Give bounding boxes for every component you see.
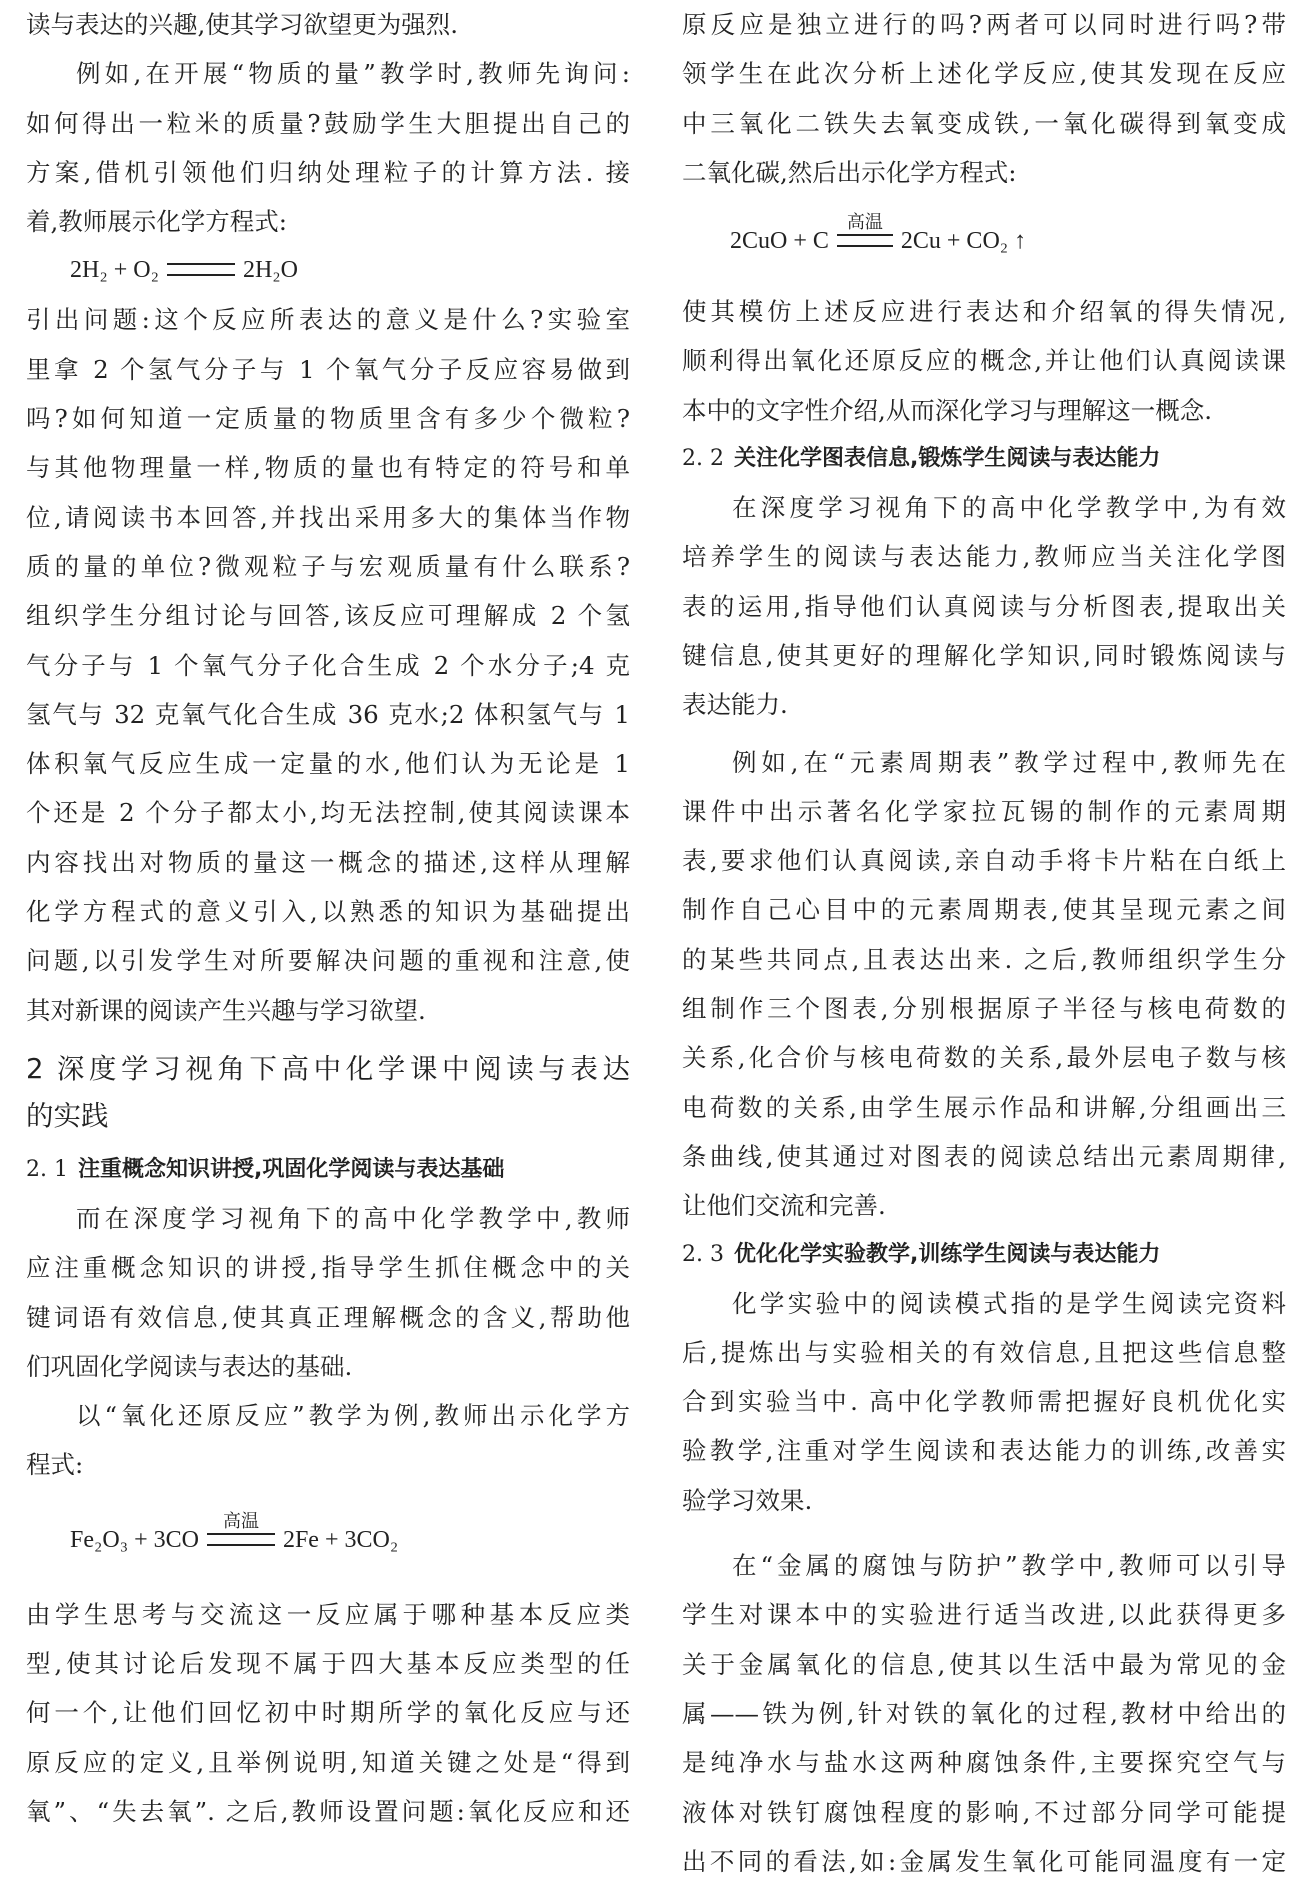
text-line: 们巩固化学阅读与表达的基础.: [26, 1351, 353, 1381]
text-line: 在深度学习视角下的高中化学教学中,为有效: [732, 493, 1286, 523]
paragraph: [682, 738, 1286, 1231]
text-line: 关于金属氧化的信息,使其以生活中最为常见的金: [682, 1649, 1286, 1679]
equation-equals-sign: [167, 263, 235, 276]
text-line: 吗?如何知道一定质量的物质里含有多少个微粒?: [26, 404, 630, 434]
text-line: 在“金属的腐蚀与防护”教学中,教师可以引导: [732, 1551, 1286, 1581]
equation-equals-sign: [207, 1510, 275, 1546]
text-line: 例如,在开展“物质的量”教学时,教师先询问:: [76, 59, 630, 89]
text-line: 原反应是独立进行的吗?两者可以同时进行吗?带: [682, 10, 1286, 39]
text-line: 化学方程式的意义引入,以熟悉的知识为基础提出: [26, 897, 630, 927]
text-line: 制作自己心目中的元素周期表,使其呈现元素之间: [682, 895, 1286, 925]
text-line: 例如,在“元素周期表”教学过程中,教师先在: [732, 747, 1286, 777]
text-line: 合到实验当中. 高中化学教师需把握好良机优化实: [682, 1387, 1286, 1417]
right-column: [682, 0, 1286, 1886]
text-line: 以“氧化还原反应”教学为例,教师出示化学方: [76, 1401, 630, 1431]
text-line: 培养学生的阅读与表达能力,教师应当关注化学图: [682, 542, 1286, 572]
left-column: [26, 0, 630, 1836]
paragraph: [26, 49, 630, 246]
text-line: 出不同的看法,如:金属发生氧化可能同温度有一定: [682, 1846, 1286, 1876]
text-line: 二氧化碳,然后出示化学方程式:: [682, 157, 1017, 187]
subsection-number: 2. 3: [682, 1241, 724, 1267]
text-line: 氢气与 32 克氧气化合生成 36 克水;2 体积氢气与 1: [26, 699, 630, 729]
text-line: 内容找出对物质的量这一概念的描述,这样从理解: [26, 847, 630, 877]
text-line: 体积氧气反应生成一定量的水,他们认为无论是 1: [26, 749, 630, 779]
chemical-equation: [26, 1490, 630, 1590]
text-line: 液体对铁钉腐蚀程度的影响,不过部分同学可能提: [682, 1797, 1286, 1827]
chemical-equation: [682, 197, 1286, 287]
equation-lhs: 2CuO + C: [730, 228, 829, 255]
paragraph: [682, 0, 1286, 197]
text-line: 表,要求他们认真阅读,亲自动手将卡片粘在白纸上: [682, 846, 1286, 876]
text-line: 后,提炼出与实验相关的有效信息,且把这些信息整: [682, 1337, 1286, 1367]
subsection-title: 优化化学实验教学,训练学生阅读与表达能力: [733, 1241, 1161, 1267]
text-line: 引出问题:这个反应所表达的意义是什么?实验室: [26, 305, 630, 335]
equation-rhs: 2H₂O: [242, 257, 298, 284]
paragraph: [682, 1279, 1286, 1525]
text-line: 如何得出一粒米的质量?鼓励学生大胆提出自己的: [26, 108, 630, 138]
paragraph: [682, 483, 1286, 729]
text-line: 化学实验中的阅读模式指的是学生阅读完资料: [732, 1288, 1286, 1318]
text-line: 课件中出示著名化学家拉瓦锡的制作的元素周期: [682, 796, 1286, 826]
text-line: 电荷数的关系,由学生展示作品和讲解,分组画出三: [682, 1092, 1286, 1122]
text-line: 键信息,使其更好的理解化学知识,同时锻炼阅读与: [682, 640, 1286, 670]
section-heading-line: 的实践: [26, 1099, 109, 1132]
text-line: 气分子与 1 个氧气分子化合生成 2 个水分子;4 克: [26, 650, 630, 680]
text-line: 让他们交流和完善.: [682, 1191, 886, 1221]
text-line: 氧”、“失去氧”. 之后,教师设置问题:氧化反应和还: [26, 1796, 630, 1826]
text-line: 何一个,让他们回忆初中时期所学的氧化反应与还: [26, 1698, 630, 1728]
equation-rhs: 2Cu + CO₂ ↑: [900, 228, 1027, 255]
paragraph: [26, 1194, 630, 1391]
text-line: 表的运用,指导他们认真阅读与分析图表,提取出关: [682, 591, 1286, 621]
text-line: 组织学生分组讨论与回答,该反应可理解成 2 个氢: [26, 601, 630, 631]
text-line: 验教学,注重对学生阅读和表达能力的训练,改善实: [682, 1436, 1286, 1466]
equation-condition: 高温: [846, 212, 883, 234]
text-line: 验学习效果.: [682, 1485, 813, 1515]
text-line: 学生对课本中的实验进行适当改进,以此获得更多: [682, 1600, 1286, 1630]
text-line: 其对新课的阅读产生兴趣与学习欲望.: [26, 995, 426, 1025]
text-line: 方案,借机引领他们归纳处理粒子的计算方法. 接: [26, 157, 630, 187]
text-line: 是纯净水与盐水这两种腐蚀条件,主要探究空气与: [682, 1748, 1286, 1778]
subsection-title: 注重概念知识讲授,巩固化学阅读与表达基础: [77, 1156, 505, 1182]
subsection-number: 2. 2: [682, 446, 724, 472]
text-line: 程式:: [26, 1450, 84, 1480]
section-heading-line: 2 深度学习视角下高中化学课中阅读与表达: [26, 1052, 630, 1085]
subsection-heading: [682, 435, 1286, 483]
paragraph: [26, 1590, 630, 1836]
paragraph: [26, 0, 630, 49]
text-line: 由学生思考与交流这一反应属于哪种基本反应类: [26, 1599, 630, 1629]
text-line: 问题,以引发学生对所要解决问题的重视和注意,使: [26, 946, 630, 976]
text-line: 与其他物理量一样,物质的量也有特定的符号和单: [26, 453, 630, 483]
chemical-equation: [26, 246, 630, 295]
text-line: 原反应的定义,且举例说明,知道关键之处是“得到: [26, 1747, 630, 1777]
section-heading: [26, 1046, 630, 1140]
paragraph: [682, 1541, 1286, 1886]
text-line: 使其模仿上述反应进行表达和介绍氧的得失情况,: [682, 297, 1286, 327]
equation-lhs: Fe₂O₃ + 3CO: [70, 1526, 199, 1553]
text-line: 质的量的单位?微观粒子与宏观质量有什么联系?: [26, 551, 630, 581]
text-line: 里拿 2 个氢气分子与 1 个氧气分子反应容易做到: [26, 354, 630, 384]
text-line: 的某些共同点,且表达出来. 之后,教师组织学生分: [682, 944, 1286, 974]
text-line: 应注重概念知识的讲授,指导学生抓住概念中的关: [26, 1253, 630, 1283]
text-line: 顺利得出氧化还原反应的概念,并让他们认真阅读课: [682, 346, 1286, 376]
text-line: 读与表达的兴趣,使其学习欲望更为强烈.: [26, 10, 459, 39]
paragraph: [26, 1391, 630, 1490]
text-line: 关系,化合价与核电荷数的关系,最外层电子数与核: [682, 1043, 1286, 1073]
equation-condition: 高温: [222, 1510, 259, 1532]
text-line: 而在深度学习视角下的高中化学教学中,教师: [76, 1203, 630, 1233]
text-line: 型,使其讨论后发现不属于四大基本反应类型的任: [26, 1649, 630, 1679]
text-line: 个还是 2 个分子都太小,均无法控制,使其阅读课本: [26, 798, 630, 828]
text-line: 本中的文字性介绍,从而深化学习与理解这一概念.: [682, 395, 1213, 425]
subsection-heading: [26, 1146, 630, 1194]
text-line: 领学生在此次分析上述化学反应,使其发现在反应: [682, 59, 1286, 89]
text-line: 表达能力.: [682, 690, 788, 720]
text-line: 着,教师展示化学方程式:: [26, 207, 288, 237]
subsection-number: 2. 1: [26, 1156, 68, 1182]
text-line: 属——铁为例,针对铁的氧化的过程,教材中给出的: [682, 1698, 1286, 1728]
subsection-heading: [682, 1231, 1286, 1279]
text-line: 组制作三个图表,分别根据原子半径与核电荷数的: [682, 994, 1286, 1024]
subsection-title: 关注化学图表信息,锻炼学生阅读与表达能力: [733, 446, 1161, 472]
equation-equals-sign: [837, 212, 893, 247]
equation-lhs: 2H₂ + O₂: [70, 257, 159, 284]
paragraph: [26, 295, 630, 1034]
text-line: 位,请阅读书本回答,并找出采用多大的集体当作物: [26, 502, 630, 532]
equation-rhs: 2Fe + 3CO₂: [282, 1526, 399, 1553]
text-line: 键词语有效信息,使其真正理解概念的含义,帮助他: [26, 1302, 630, 1332]
text-line: 条曲线,使其通过对图表的阅读总结出元素周期律,: [682, 1141, 1286, 1171]
text-line: 中三氧化二铁失去氧变成铁,一氧化碳得到氧变成: [682, 108, 1286, 138]
paragraph: [682, 287, 1286, 435]
